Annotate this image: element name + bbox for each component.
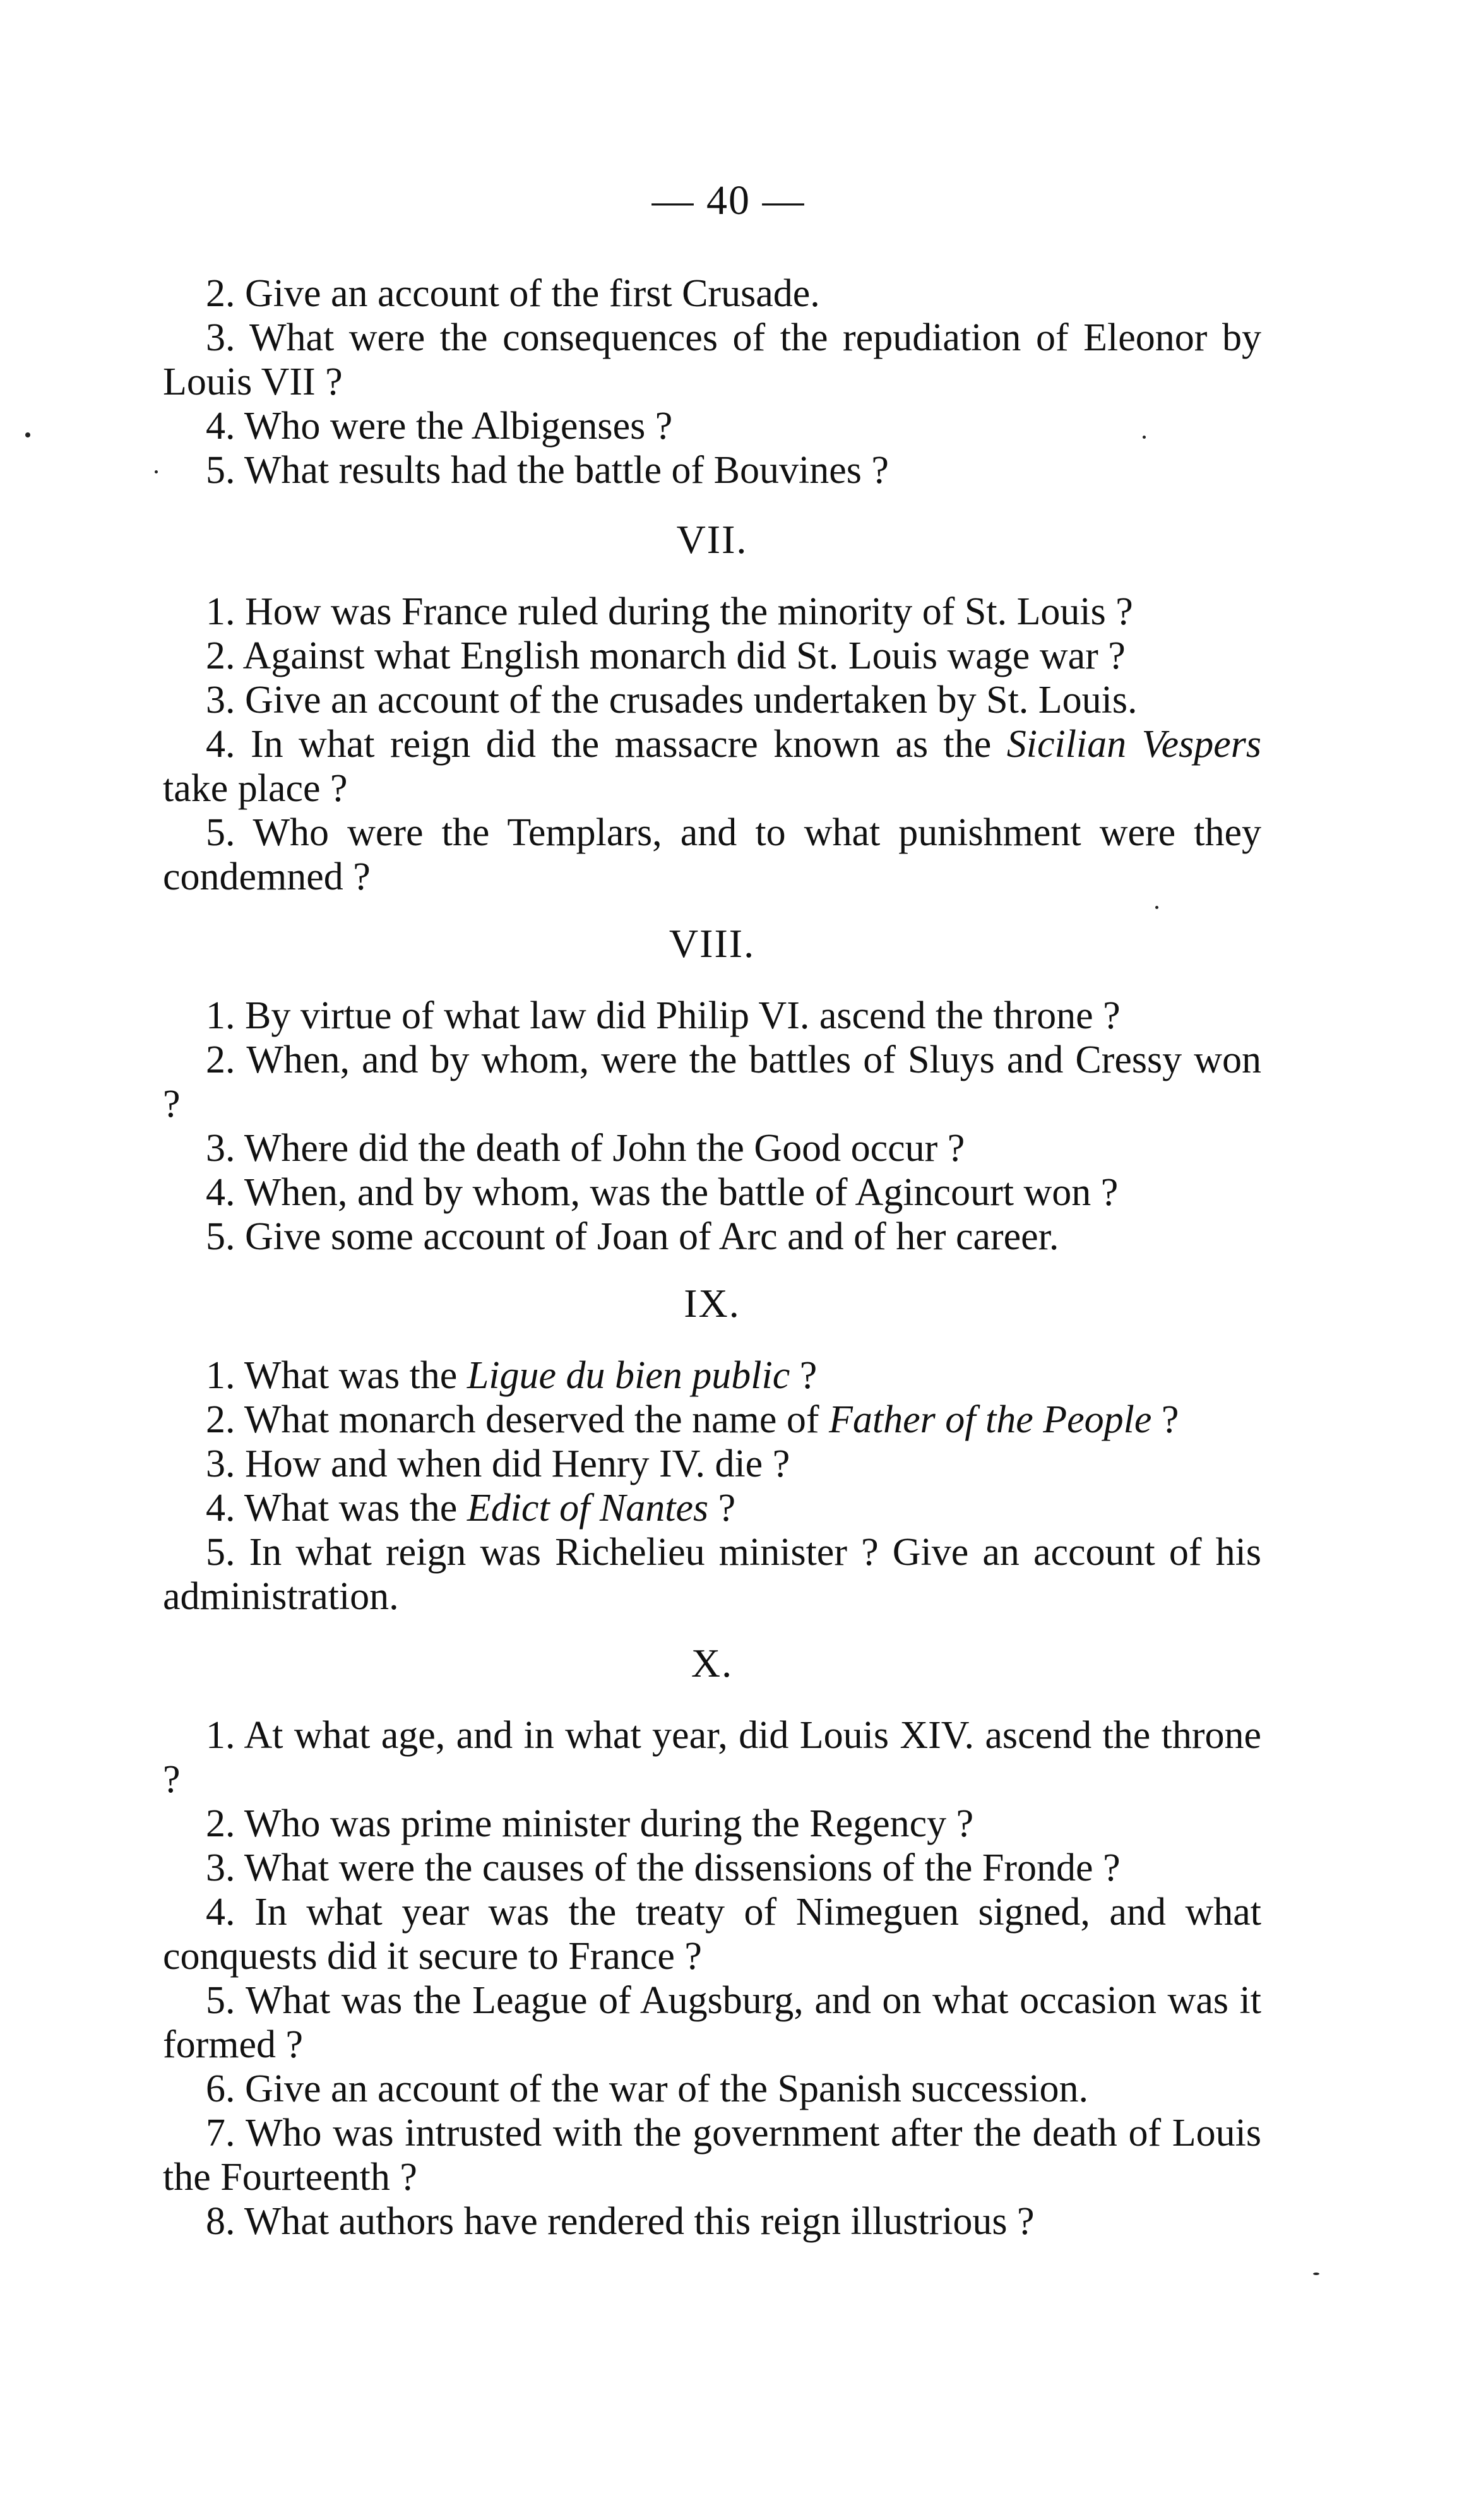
section-vii — [163, 518, 1261, 899]
question-text: At what age, and in what year, did Louis XIV. ascend the throne ? — [163, 1714, 1261, 1801]
question-item — [163, 316, 1261, 404]
question-number: 2. — [206, 1038, 235, 1081]
question-text-italic: Ligue du bien public — [467, 1354, 790, 1397]
question-text: When, and by whom, were the battles of Sluys and Cressy won ? — [163, 1038, 1261, 1126]
question-number: 3. — [206, 679, 235, 722]
question-text-pre: What monarch deserved the name of — [244, 1398, 830, 1441]
question-text-italic: Father of the People — [829, 1398, 1152, 1441]
section-heading: VII. — [676, 517, 748, 562]
question-text: When, and by whom, was the battle of Agincourt won ? — [244, 1171, 1119, 1214]
question-text: What authors have rendered this reign illustrious ? — [244, 2200, 1035, 2243]
question-item — [163, 448, 1261, 492]
question-number: 4. — [206, 405, 235, 448]
question-text: In what year was the treaty of Nimeguen signed, and what conquests did it secure to France ? — [163, 1891, 1262, 1978]
question-number: 3. — [206, 1442, 235, 1485]
page-number: — 40 — — [651, 177, 806, 223]
question-number: 3. — [206, 316, 235, 359]
question-number: 1. — [206, 994, 235, 1037]
section-heading: X. — [691, 1641, 734, 1685]
print-speck — [25, 432, 30, 437]
question-text-pre: What was the — [244, 1487, 467, 1530]
question-item — [163, 590, 1261, 634]
question-text: What were the causes of the dissensions of the Fronde ? — [244, 1846, 1121, 1889]
question-item — [163, 1038, 1261, 1126]
print-speck — [1155, 906, 1158, 909]
question-text: What was the League of Augsburg, and on what occasion was it formed ? — [163, 1979, 1261, 2066]
question-number: 4. — [206, 1891, 235, 1934]
question-text: Give an account of the first Crusade. — [245, 272, 820, 315]
print-speck — [155, 470, 158, 473]
question-item — [163, 722, 1261, 811]
question-number: 2. — [206, 1398, 235, 1441]
question-number: 8. — [206, 2200, 235, 2243]
section-heading: IX. — [684, 1281, 740, 1326]
question-text: In what reign was Richelieu minister ? Give an account of his administration. — [163, 1531, 1261, 1618]
question-number: 2. — [206, 272, 235, 315]
question-number: 1. — [206, 1714, 235, 1757]
question-text: Give an account of the war of the Spanish succession. — [245, 2067, 1089, 2110]
question-text: Who were the Albigenses ? — [244, 405, 673, 448]
section-vi-tail — [163, 271, 1261, 492]
question-item — [163, 1978, 1261, 2067]
question-number: 5. — [206, 1215, 235, 1258]
question-number: 5. — [206, 449, 235, 492]
question-item — [163, 678, 1261, 722]
question-item — [163, 404, 1261, 448]
question-number: 4. — [206, 1171, 235, 1214]
question-text: Give some account of Joan of Arc and of her career. — [245, 1215, 1059, 1258]
question-item — [163, 1530, 1261, 1619]
section-x — [163, 1641, 1261, 2244]
question-item — [163, 1713, 1261, 1802]
question-text-post: ? — [708, 1487, 736, 1530]
question-item — [163, 2111, 1261, 2199]
section-ix — [163, 1281, 1261, 1619]
question-item — [163, 271, 1261, 316]
question-text-post: ? — [1151, 1398, 1179, 1441]
question-item — [163, 1486, 1261, 1530]
question-text: What results had the battle of Bouvines ? — [244, 449, 889, 492]
question-text: Who was intrusted with the government after the death of Louis the Fourteenth ? — [163, 2112, 1261, 2199]
question-item — [163, 1802, 1261, 1846]
section-viii — [163, 922, 1261, 1259]
question-text: By virtue of what law did Philip VI. ascend the throne ? — [245, 994, 1121, 1037]
question-number: 1. — [206, 590, 235, 633]
question-number: 4. — [206, 723, 235, 766]
question-item — [163, 1890, 1261, 1978]
question-text-italic: Sicilian Vespers — [1006, 723, 1261, 766]
question-text: Give an account of the crusades undertaken by St. Louis. — [245, 679, 1138, 722]
question-item — [163, 811, 1261, 899]
question-text: Where did the death of John the Good occur ? — [244, 1127, 965, 1170]
question-text: Who were the Templars, and to what punishment were they condemned ? — [163, 811, 1261, 898]
question-number: 2. — [206, 634, 235, 677]
question-item — [163, 2199, 1261, 2244]
question-number: 4. — [206, 1487, 235, 1530]
question-number: 5. — [206, 1531, 235, 1574]
question-text-italic: Edict of Nantes — [467, 1487, 709, 1530]
question-item — [163, 634, 1261, 678]
question-text: How was France ruled during the minority of St. Louis ? — [245, 590, 1133, 633]
question-text: Who was prime minister during the Regency ? — [244, 1802, 974, 1845]
print-speck — [1313, 2273, 1319, 2275]
question-text: What were the consequences of the repudiation of Eleonor by Louis VII ? — [163, 316, 1261, 403]
question-item — [163, 1126, 1261, 1170]
question-item — [163, 1846, 1261, 1890]
question-number: 1. — [206, 1354, 235, 1397]
question-item — [163, 994, 1261, 1038]
question-number: 3. — [206, 1127, 235, 1170]
question-item — [163, 1353, 1261, 1398]
question-item — [163, 1170, 1261, 1215]
question-text-pre: What was the — [244, 1354, 467, 1397]
question-text-post: ? — [790, 1354, 818, 1397]
question-text: How and when did Henry IV. die ? — [245, 1442, 790, 1485]
question-text: Against what English monarch did St. Louis wage war ? — [242, 634, 1126, 677]
section-heading: VIII. — [669, 921, 756, 966]
question-text-pre: In what reign did the massacre known as the — [250, 723, 1007, 766]
question-item — [163, 2067, 1261, 2111]
question-number: 7. — [206, 2112, 235, 2154]
question-number: 2. — [206, 1802, 235, 1845]
question-item — [163, 1215, 1261, 1259]
question-number: 3. — [206, 1846, 235, 1889]
question-item — [163, 1398, 1261, 1442]
question-text-post: take place ? — [163, 767, 348, 810]
question-number: 6. — [206, 2067, 235, 2110]
question-number: 5. — [206, 811, 235, 854]
print-speck — [1143, 436, 1146, 439]
page-content — [163, 271, 1261, 2244]
question-number: 5. — [206, 1979, 235, 2022]
question-item — [163, 1442, 1261, 1486]
